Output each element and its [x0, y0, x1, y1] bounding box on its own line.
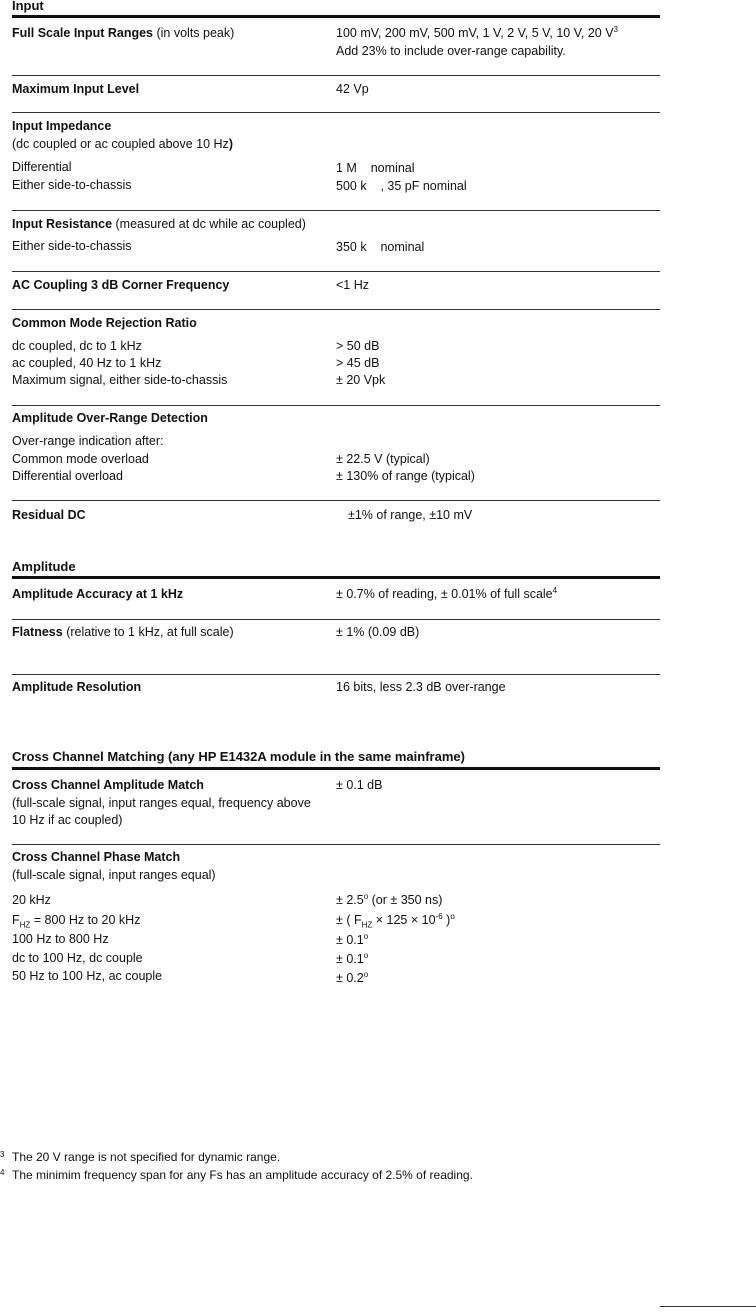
row-divider: [12, 619, 660, 620]
spec-value: ±1% of range, ±10 mV: [348, 508, 473, 522]
spec-label: Flatness: [12, 625, 63, 639]
footnotes: [0, 1149, 600, 1184]
spec-sublabel: Differential overload: [12, 469, 123, 483]
spec-label: Input Impedance: [12, 119, 112, 133]
spec-sublabel: 20 kHz: [12, 893, 51, 907]
spec-label: AC Coupling 3 dB Corner Frequency: [12, 278, 230, 292]
degree-mark: o: [450, 911, 455, 921]
spec-sublabel: Either side-to-chassis: [12, 178, 132, 192]
row-divider: [12, 309, 660, 310]
page-footer-rule: [660, 1306, 756, 1307]
spec-value: ± ( F: [336, 913, 362, 927]
spec-value-note: Add 23% to include over-range capability.: [336, 43, 566, 58]
spec-note: (full-scale signal, input ranges equal): [12, 867, 216, 882]
spec-note: (in volts peak): [156, 26, 235, 40]
spec-value-tail: (or ± 350 ns): [368, 893, 443, 907]
spec-subscript: HZ: [19, 920, 31, 930]
spec-value-tail: ): [442, 913, 451, 927]
spec-note-close: ): [228, 136, 233, 151]
spec-value: 16 bits, less 2.3 dB over-range: [336, 680, 506, 694]
degree-mark: o: [363, 891, 369, 901]
row-divider: [12, 210, 660, 211]
spec-value: ± 0.2: [336, 971, 364, 985]
row-divider: [12, 844, 660, 845]
spec-sublabel: 50 Hz to 100 Hz, ac couple: [12, 969, 163, 983]
spec-note: (dc coupled or ac coupled above 10 Hz: [12, 136, 229, 151]
spec-value: ± 130% of range (typical): [336, 469, 475, 483]
spec-label: Amplitude Over-Range Detection: [12, 411, 208, 425]
footnote-ref: 4: [552, 585, 558, 595]
spec-value: <1 Hz: [336, 278, 370, 292]
footnote: [0, 1167, 600, 1185]
spec-label: Cross Channel Amplitude Match: [12, 778, 204, 792]
spec-label: Amplitude Accuracy at 1 kHz: [12, 587, 184, 601]
footnote: [0, 1149, 600, 1167]
footnote-ref: 3: [613, 24, 618, 34]
spec-sublabel: dc to 100 Hz, dc couple: [12, 951, 143, 965]
spec-intro: Over-range indication after:: [12, 434, 164, 448]
spec-sublabel: Differential: [12, 160, 72, 174]
spec-value: ± 1% (0.09 dB): [336, 625, 420, 639]
footnote-text: The minimim frequency span for any Fs has an amplitude accuracy of 2.5% of reading.: [12, 1167, 473, 1182]
row-divider: [12, 674, 660, 675]
footnote-mark: 4: [0, 1167, 5, 1177]
section-title-input: Input: [12, 0, 44, 13]
row-divider: [12, 500, 660, 501]
row-divider: [12, 75, 660, 76]
section-rule: [12, 15, 660, 18]
section-title-amplitude: Amplitude: [12, 559, 76, 574]
spec-sublabel-tail: = 800 Hz to 20 kHz: [30, 913, 141, 927]
section-title-cross-channel: Cross Channel Matching (any HP E1432A module in the same mainframe): [12, 749, 465, 764]
spec-sublabel: F: [12, 913, 20, 927]
spec-value: > 50 dB: [336, 339, 380, 353]
spec-value: ± 0.1 dB: [336, 778, 383, 792]
spec-label: Common Mode Rejection Ratio: [12, 316, 197, 330]
spec-sublabel: 100 Hz to 800 Hz: [12, 932, 109, 946]
spec-label: Amplitude Resolution: [12, 680, 142, 694]
spec-label: Maximum Input Level: [12, 82, 140, 96]
spec-note: 10 Hz if ac coupled): [12, 813, 123, 827]
spec-value: ± 2.5: [336, 893, 364, 907]
section-rule: [12, 576, 660, 579]
spec-label: Cross Channel Phase Match: [12, 850, 181, 864]
footnote-mark: 3: [0, 1150, 5, 1159]
spec-value: > 45 dB: [336, 356, 380, 370]
degree-mark: o: [363, 969, 369, 979]
row-divider: [12, 271, 660, 272]
section-rule: [12, 767, 660, 770]
degree-mark: o: [363, 950, 369, 960]
spec-value: ± 20 Vpk: [336, 373, 386, 387]
row-divider: [12, 112, 660, 113]
spec-sublabel: dc coupled, dc to 1 kHz: [12, 339, 142, 353]
spec-value: 500 k , 35 pF nominal: [336, 179, 467, 193]
spec-value: 100 mV, 200 mV, 500 mV, 1 V, 2 V, 5 V, 10 V, 20 V: [336, 26, 614, 40]
spec-note: (relative to 1 kHz, at full scale): [66, 625, 234, 639]
spec-value: 42 Vp: [336, 82, 369, 96]
spec-value-mid: × 125 × 10: [372, 913, 436, 927]
spec-sublabel: Common mode overload: [12, 452, 149, 466]
spec-note: (full-scale signal, input ranges equal, frequency above: [12, 795, 311, 810]
spec-label: Input Resistance: [12, 217, 113, 231]
degree-mark: o: [363, 931, 369, 941]
spec-subscript: HZ: [361, 920, 373, 930]
spec-value: ± 0.1: [336, 952, 364, 966]
footnote-text: The 20 V range is not specified for dynamic range.: [12, 1150, 281, 1164]
spec-label: Residual DC: [12, 508, 86, 522]
spec-sublabel: ac coupled, 40 Hz to 1 kHz: [12, 356, 162, 370]
spec-value: 350 k nominal: [336, 240, 425, 254]
spec-value: ± 0.1: [336, 933, 364, 947]
spec-sublabel: Either side-to-chassis: [12, 239, 132, 253]
spec-value: 1 M nominal: [336, 161, 415, 175]
spec-value: ± 22.5 V (typical): [336, 452, 430, 466]
row-divider: [12, 405, 660, 406]
spec-sublabel: Maximum signal, either side-to-chassis: [12, 373, 228, 387]
spec-label: Full Scale Input Ranges: [12, 26, 153, 40]
exponent: -6: [435, 911, 443, 921]
spec-note: (measured at dc while ac coupled): [115, 217, 306, 231]
spec-value: ± 0.7% of reading, ± 0.01% of full scale: [336, 587, 553, 601]
